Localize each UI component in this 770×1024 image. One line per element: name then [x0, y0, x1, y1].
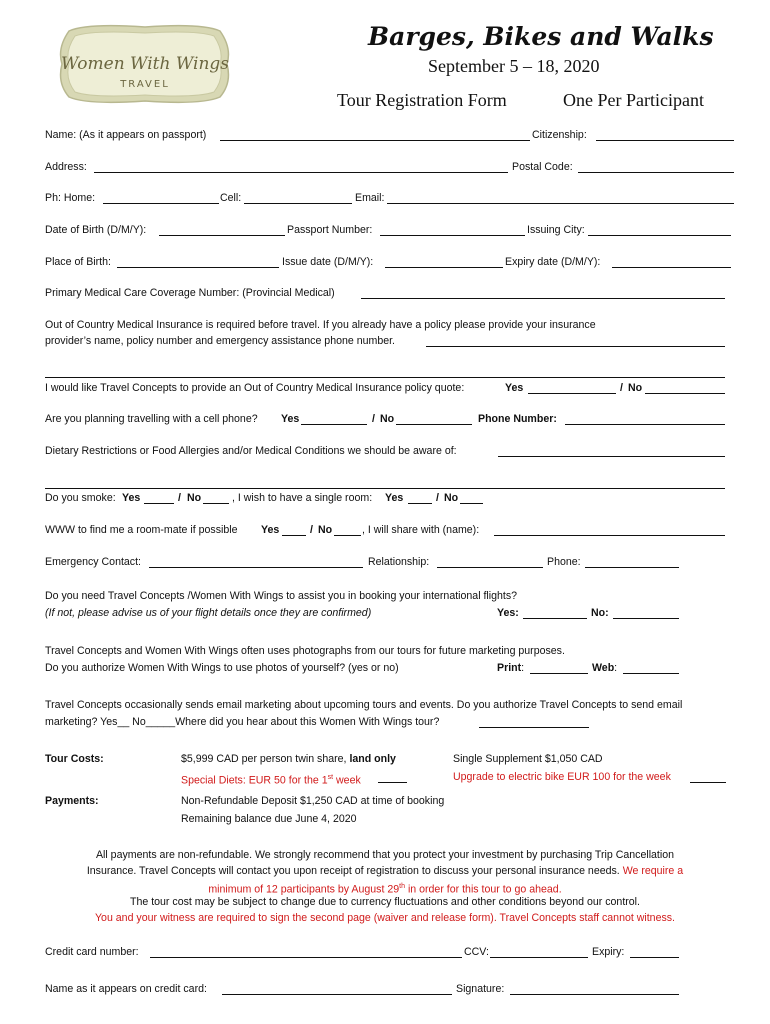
ccv-field[interactable] — [490, 957, 588, 958]
notice-line-5: You and your witness are required to sign the second page (waiver and release form). Travel Concepts staff cannot witness. — [94, 912, 676, 924]
address-label: Address: — [45, 161, 87, 173]
twin-share-cost — [181, 753, 396, 766]
flights-yes-label: Yes: — [497, 607, 519, 619]
notice-line-3-a: minimum of 12 participants by August 29 — [208, 883, 400, 896]
web-text: Web — [592, 662, 615, 674]
emergency-contact-label: Emergency Contact: — [45, 556, 141, 568]
payments-label: Payments: — [45, 795, 99, 807]
photos-text-2: Do you authorize Women With Wings to use photos of yourself? (yes or no) — [45, 662, 399, 674]
emergency-phone-label: Phone: — [547, 556, 581, 568]
share-with-field[interactable] — [494, 535, 725, 536]
signature-field[interactable] — [510, 994, 679, 995]
special-diets-text: Special Diets: EUR 50 for the 1 — [181, 774, 328, 787]
quote-yes-label: Yes — [505, 382, 524, 394]
emergency-contact-field[interactable] — [149, 567, 363, 568]
quote-no-label: No — [628, 382, 643, 394]
ooc-insurance-field[interactable] — [426, 346, 725, 347]
phone-number-field[interactable] — [565, 424, 725, 425]
cell-label: Cell: — [220, 192, 242, 204]
roommate-no-field[interactable] — [334, 535, 361, 536]
home-phone-label: Ph: Home: — [45, 192, 96, 204]
emergency-phone-field[interactable] — [585, 567, 679, 568]
email-field[interactable] — [387, 203, 734, 204]
notice-line-3-b: in order for this tour to go ahead. — [407, 883, 562, 896]
special-diets-field[interactable] — [378, 782, 407, 783]
issue-date-label: Issue date (D/M/Y): — [282, 256, 374, 268]
notice-line-2-red: We require a — [622, 865, 684, 877]
special-diets-cost — [181, 771, 361, 788]
roommate-slash: / — [310, 524, 313, 536]
expiry-date-field[interactable] — [612, 267, 731, 268]
single-room-label: , I wish to have a single room: — [232, 492, 373, 504]
cellphone-no-label: No — [380, 413, 395, 425]
flights-yes-text: Yes — [497, 607, 516, 619]
ooc-insurance-text-2: provider’s name, policy number and emergency assistance phone number. — [45, 335, 395, 347]
dob-field[interactable] — [159, 235, 285, 236]
land-only-text: land only — [349, 753, 396, 765]
signature-label: Signature: — [456, 983, 505, 995]
cellphone-slash: / — [372, 413, 375, 425]
dob-label: Date of Birth (D/M/Y): — [45, 224, 147, 236]
smoke-no-field[interactable] — [203, 503, 229, 504]
deposit-text: Non-Refundable Deposit $1,250 CAD at time of booking — [181, 795, 445, 807]
email-label: Email: — [355, 192, 385, 204]
issuing-city-label: Issuing City: — [527, 224, 585, 236]
roommate-yes-label: Yes — [261, 524, 280, 536]
email-marketing-text-2: marketing? Yes__ No_____Where did you hear about this Women With Wings tour? — [45, 716, 440, 728]
notice-line-1: All payments are non-refundable. We strongly recommend that you protect your investment by purchasing Trip Cancellation — [95, 849, 675, 861]
smoke-label: Do you smoke: — [45, 492, 116, 504]
single-room-no-label: No — [444, 492, 459, 504]
home-phone-field[interactable] — [103, 203, 219, 204]
relationship-field[interactable] — [437, 567, 543, 568]
twin-share-text: $5,999 CAD per person twin share, — [181, 753, 347, 765]
notice-line-3-sup: th — [399, 883, 405, 890]
quote-no-field[interactable] — [645, 393, 725, 394]
photos-print-field[interactable] — [530, 673, 588, 674]
passport-field[interactable] — [380, 235, 525, 236]
cell-field[interactable] — [244, 203, 352, 204]
ooc-insurance-field-2[interactable] — [45, 377, 725, 378]
flights-note: (If not, please advise us of your flight details once they are confirmed) — [45, 607, 372, 619]
share-with-label: , I will share with (name): — [362, 524, 480, 536]
print-text: Print — [497, 662, 522, 674]
expiry-label: Expiry: — [592, 946, 625, 958]
flights-no-field[interactable] — [613, 618, 679, 619]
roommate-yes-field[interactable] — [282, 535, 306, 536]
email-marketing-text-1: Travel Concepts occasionally sends email marketing about upcoming tours and events. Do you authorize Travel Concepts to send email — [45, 699, 683, 711]
electric-bike-field[interactable] — [690, 782, 726, 783]
flights-no-label: No: — [591, 607, 609, 619]
relationship-label: Relationship: — [368, 556, 430, 568]
form-title: Tour Registration Form — [337, 90, 507, 110]
smoke-yes-field[interactable] — [144, 503, 174, 504]
tour-title: Barges, Bikes and Walks — [368, 22, 714, 51]
ccv-label: CCV: — [464, 946, 489, 958]
photos-web-label: Web: — [592, 662, 618, 674]
tour-costs-label: Tour Costs: — [45, 753, 104, 765]
electric-bike-upgrade: Upgrade to electric bike EUR 100 for the week — [453, 771, 671, 783]
flights-no-text: No — [591, 607, 606, 619]
credit-card-field[interactable] — [150, 957, 462, 958]
cellphone-yes-label: Yes — [281, 413, 300, 425]
logo-script-text: Women With Wings — [60, 54, 230, 74]
one-per-participant: One Per Participant — [563, 90, 704, 110]
dietary-label: Dietary Restrictions or Food Allergies and/or Medical Conditions we should be aware of: — [45, 445, 457, 457]
roommate-no-label: No — [318, 524, 333, 536]
medical-coverage-field[interactable] — [361, 298, 725, 299]
medical-coverage-label: Primary Medical Care Coverage Number: (Provincial Medical) — [45, 287, 335, 299]
citizenship-field[interactable] — [596, 140, 734, 141]
cellphone-question: Are you planning travelling with a cell phone? — [45, 413, 258, 425]
issuing-city-field[interactable] — [588, 235, 731, 236]
quote-slash: / — [620, 382, 623, 394]
women-with-wings-logo — [57, 23, 232, 105]
remaining-balance-text: Remaining balance due June 4, 2020 — [181, 813, 357, 825]
smoke-slash: / — [178, 492, 181, 504]
cellphone-no-field[interactable] — [396, 424, 472, 425]
photos-print-label: Print: — [497, 662, 525, 674]
issue-date-field[interactable] — [385, 267, 503, 268]
notice-line-2 — [40, 864, 730, 880]
quote-yes-field[interactable] — [528, 393, 616, 394]
smoke-yes-label: Yes — [122, 492, 141, 504]
hear-about-field[interactable] — [479, 727, 589, 728]
address-field[interactable] — [94, 172, 508, 173]
place-of-birth-field[interactable] — [117, 267, 279, 268]
citizenship-label: Citizenship: — [532, 129, 587, 141]
passport-label: Passport Number: — [287, 224, 373, 236]
special-diets-end: week — [336, 774, 361, 787]
postal-code-label: Postal Code: — [512, 161, 573, 173]
expiry-field[interactable] — [630, 957, 679, 958]
roommate-label: WWW to find me a room-mate if possible — [45, 524, 238, 536]
notice-line-2-text: Insurance. Travel Concepts will contact you upon receipt of registration to discuss your personal insurance needs. — [86, 865, 620, 877]
flights-question: Do you need Travel Concepts /Women With Wings to assist you in booking your international flights? — [45, 590, 518, 602]
place-of-birth-label: Place of Birth: — [45, 256, 111, 268]
special-diets-sup: st — [327, 774, 334, 781]
single-room-no-field[interactable] — [460, 503, 483, 504]
postal-code-field[interactable] — [578, 172, 734, 173]
logo-travel-text: TRAVEL — [120, 79, 170, 90]
smoke-no-label: No — [187, 492, 202, 504]
phone-number-label: Phone Number: — [478, 413, 557, 425]
single-room-slash: / — [436, 492, 439, 504]
tour-dates: September 5 – 18, 2020 — [428, 56, 600, 76]
cellphone-yes-field[interactable] — [301, 424, 367, 425]
expiry-date-label: Expiry date (D/M/Y): — [505, 256, 601, 268]
name-on-card-field[interactable] — [222, 994, 452, 995]
dietary-field-2[interactable] — [45, 488, 725, 489]
ooc-insurance-text-1: Out of Country Medical Insurance is required before travel. If you already have a policy please provide your insurance — [45, 319, 596, 331]
flights-yes-field[interactable] — [523, 618, 587, 619]
name-label: Name: (As it appears on passport) — [45, 129, 207, 141]
notice-line-4: The tour cost may be subject to change due to currency fluctuations and other conditions beyond our control. — [130, 896, 640, 908]
name-field[interactable] — [220, 140, 530, 141]
photos-web-field[interactable] — [623, 673, 679, 674]
single-supplement: Single Supplement $1,050 CAD — [453, 753, 603, 765]
single-room-yes-field[interactable] — [408, 503, 432, 504]
photos-text-1: Travel Concepts and Women With Wings often uses photographs from our tours for future marketing purposes. — [45, 645, 565, 657]
dietary-field[interactable] — [498, 456, 725, 457]
single-room-yes-label: Yes — [385, 492, 404, 504]
name-on-card-label: Name as it appears on credit card: — [45, 983, 207, 995]
credit-card-label: Credit card number: — [45, 946, 139, 958]
insurance-quote-label: I would like Travel Concepts to provide an Out of Country Medical Insurance policy quote: — [45, 382, 465, 394]
